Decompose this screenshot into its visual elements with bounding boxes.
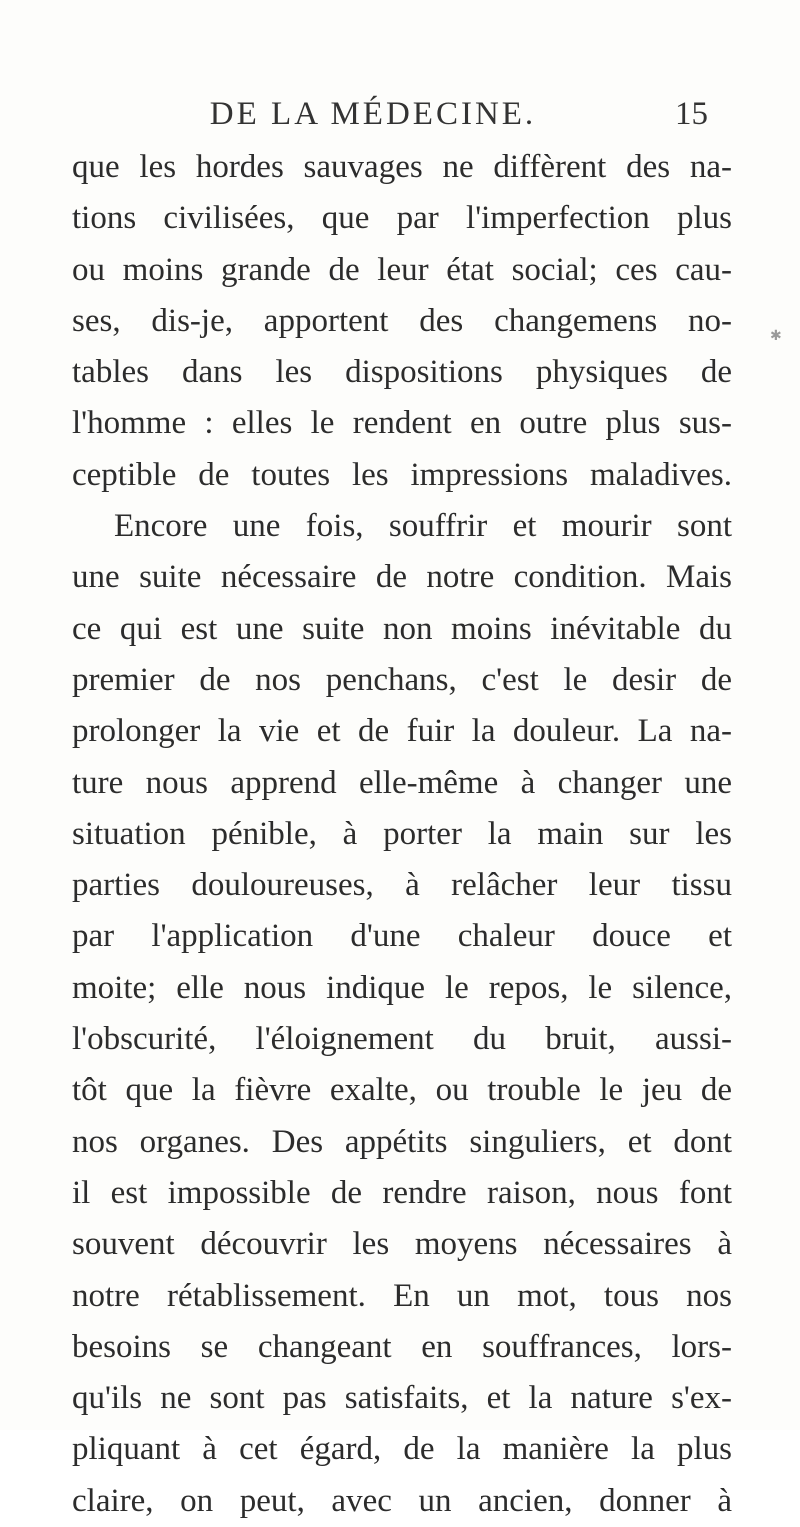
running-head xyxy=(108,96,708,136)
text-line: notre rétablissement. En un mot, tous nos xyxy=(72,1277,732,1314)
text-line: il est impossible de rendre raison, nous font xyxy=(72,1174,732,1211)
text-line: parties douloureuses, à relâcher leur tissu xyxy=(72,867,732,904)
text-line: ou moins grande de leur état social; ces cau- xyxy=(72,251,732,288)
text-line: claire, on peut, avec un ancien, donner à xyxy=(72,1482,732,1519)
text-line: pliquant à cet égard, de la manière la plus xyxy=(72,1431,732,1468)
text-line: souvent découvrir les moyens nécessaires à xyxy=(72,1226,732,1263)
text-line: prolonger la vie et de fuir la douleur. La na- xyxy=(72,713,732,750)
text-line: besoins se changeant en souffrances, lors- xyxy=(72,1328,732,1365)
paragraph-start-line: Encore une fois, souffrir et mourir sont xyxy=(114,508,732,545)
text-line: tôt que la fièvre exalte, ou trouble le jeu de xyxy=(72,1072,732,1109)
text-line: ture nous apprend elle-même à changer une xyxy=(72,764,732,801)
text-line: tables dans les dispositions physiques de xyxy=(72,354,732,391)
text-line: que les hordes sauvages ne diffèrent des na- xyxy=(72,149,732,185)
text-line: qu'ils ne sont pas satisfaits, et la nature s'ex- xyxy=(72,1380,732,1417)
text-line: situation pénible, à porter la main sur les xyxy=(72,815,732,852)
text-line: premier de nos penchans, c'est le desir de xyxy=(72,661,732,698)
body-text xyxy=(72,142,732,1527)
text-line: nos organes. Des appétits singuliers, et dont xyxy=(72,1123,732,1160)
ink-speck-icon: ✱ xyxy=(770,328,782,344)
page-number: 15 xyxy=(675,96,708,132)
running-title: DE LA MÉDECINE. xyxy=(209,96,537,132)
text-line: moite; elle nous indique le repos, le silence, xyxy=(72,969,732,1006)
text-line: ce qui est une suite non moins inévitable du xyxy=(72,610,732,647)
text-line: l'homme : elles le rendent en outre plus sus- xyxy=(72,405,732,442)
text-line: une suite nécessaire de notre condition. Mais xyxy=(72,559,732,596)
text-line: ceptible de toutes les impressions maladives. xyxy=(72,456,732,493)
text-line: par l'application d'une chaleur douce et xyxy=(72,918,732,955)
text-line: tions civilisées, que par l'imperfection plus xyxy=(72,200,732,237)
text-line: ses, dis-je, apportent des changemens no- xyxy=(72,302,732,339)
text-line: l'obscurité, l'éloignement du bruit, aussi- xyxy=(72,1021,732,1058)
